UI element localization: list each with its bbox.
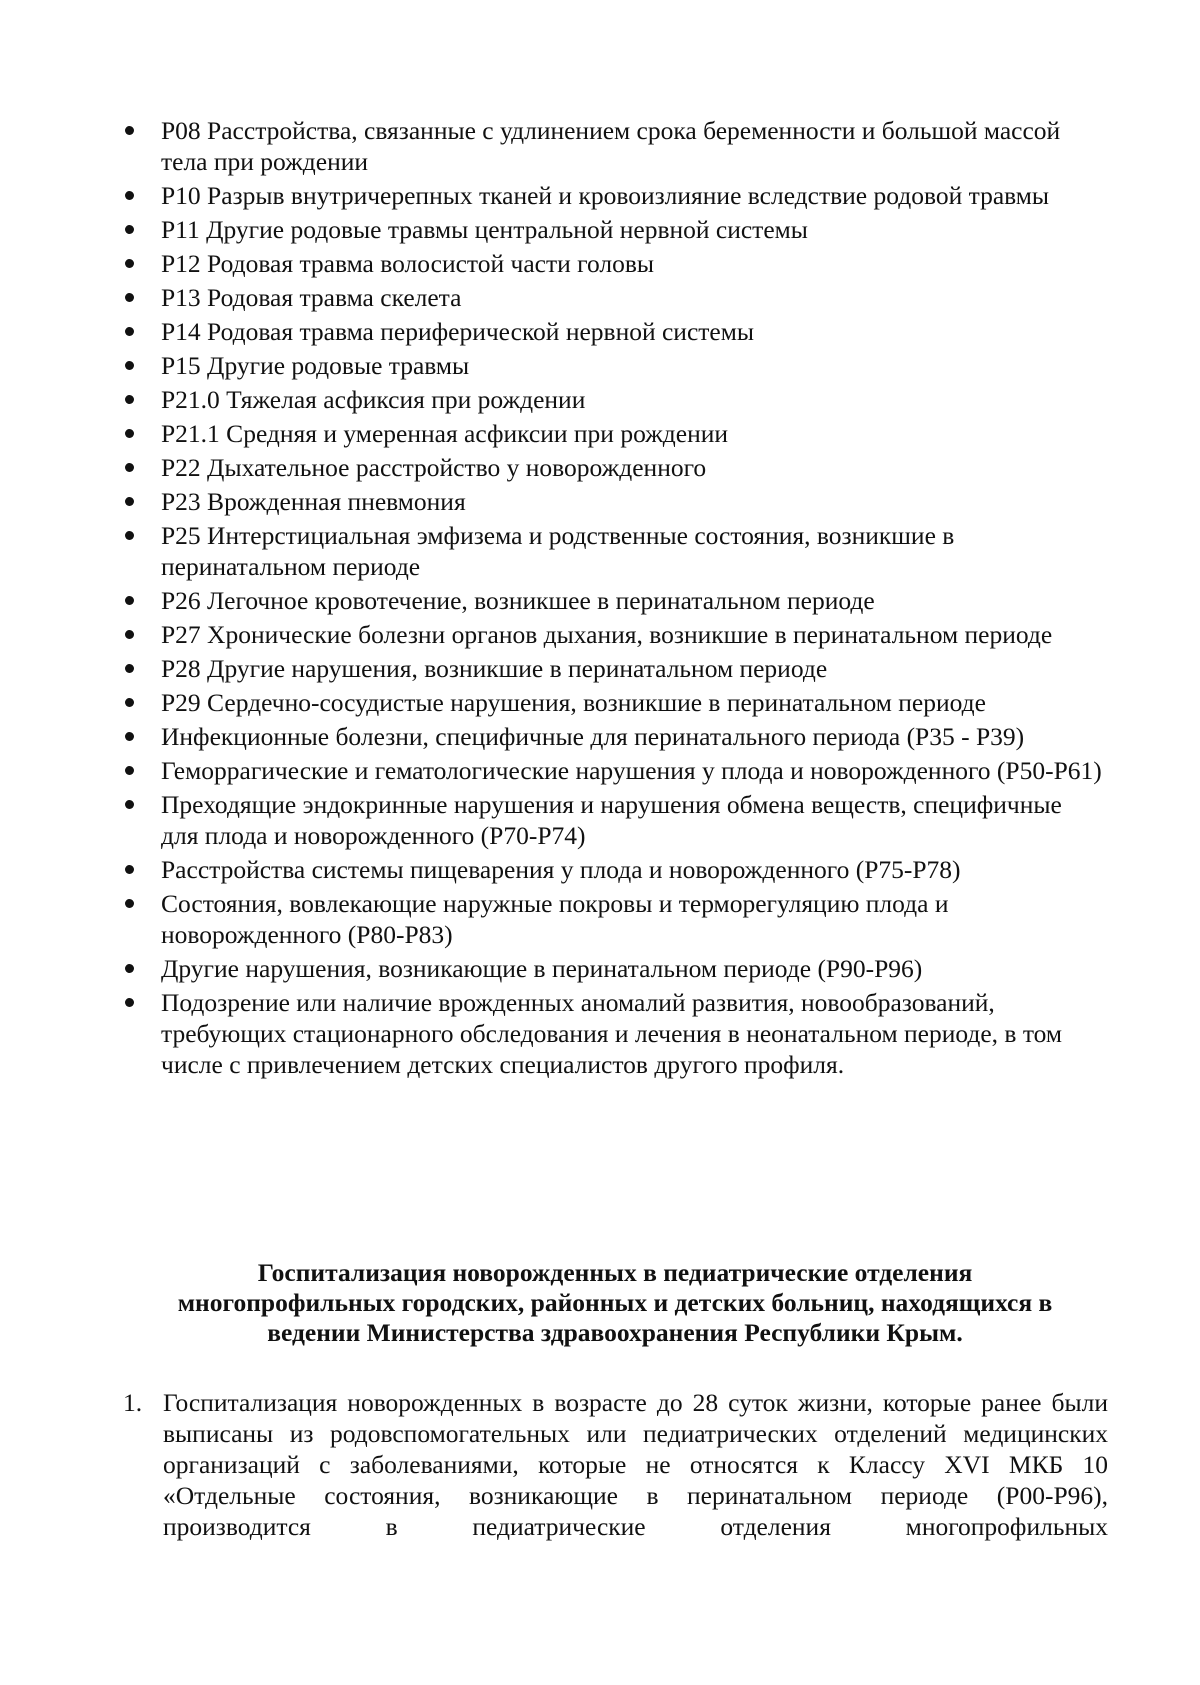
bullet-icon [125,293,134,302]
bullet-icon [125,664,134,673]
list-item-text: P14 Родовая травма периферической нервной системы [161,317,754,346]
bullet-icon [125,497,134,506]
list-item [123,115,1103,177]
list-item-text: Геморрагические и гематологические нарушения у плода и новорожденного (P50-P61) [161,756,1102,785]
bullet-icon [125,225,134,234]
list-item-text: P10 Разрыв внутричерепных тканей и кровоизлияние вследствие родовой травмы [161,181,1050,210]
list-item [123,418,1103,449]
list-item [123,953,1103,984]
list-item-text: Расстройства системы пищеварения у плода и новорожденного (P75-P78) [161,855,961,884]
list-item [123,854,1103,885]
bullet-icon [125,998,134,1007]
list-item [123,520,1103,582]
list-item-text: P29 Сердечно-сосудистые нарушения, возникшие в перинатальном периоде [161,688,986,717]
list-item [123,653,1103,684]
bullet-icon [125,126,134,135]
list-item-text: Подозрение или наличие врожденных аномалий развития, новообразований, требующих стационарного обследования и лечения в неонатальном периоде, в том числе с привлечением детских специалистов другого профиля. [161,988,1063,1079]
numbered-item [123,1387,1108,1542]
list-item-text: P22 Дыхательное расстройство у новорожденного [161,453,707,482]
list-item [123,384,1103,415]
list-item [123,585,1103,616]
list-item [123,316,1103,347]
numbered-list [123,1387,1108,1542]
list-item [123,721,1103,752]
list-item [123,452,1103,483]
list-item-text: P26 Легочное кровотечение, возникшее в перинатальном периоде [161,586,875,615]
list-item-text: Инфекционные болезни, специфичные для перинатального периода (P35 - P39) [161,722,1025,751]
list-item-text: Состояния, вовлекающие наружные покровы и терморегуляцию плода и новорожденного (P80-P83) [161,889,949,949]
list-item [123,888,1103,950]
list-item-text: P27 Хронические болезни органов дыхания, возникшие в перинатальном периоде [161,620,1053,649]
bullet-icon [125,361,134,370]
list-item-text: P11 Другие родовые травмы центральной нервной системы [161,215,808,244]
list-item [123,248,1103,279]
item-number: 1. [123,1388,143,1417]
numbered-item-text: Госпитализация новорожденных в возрасте до 28 суток жизни, которые ранее были выписаны из родовспомогательных или педиатрических отделений медицинских организаций с заболеваниями, которые не относятся к Классу XVI МКБ 10 «Отдельные состояния, возникающие в перинатальном периоде (P00-P96), производится в педиатрические отделения многопрофильных [163,1388,1108,1541]
list-item [123,755,1103,786]
list-item-text: P21.0 Тяжелая асфиксия при рождении [161,385,586,414]
list-item [123,350,1103,381]
bullet-icon [125,596,134,605]
list-item-text: Преходящие эндокринные нарушения и нарушения обмена веществ, специфичные для плода и новорожденного (P70-P74) [161,790,1062,850]
list-item-text: P08 Расстройства, связанные с удлинением срока беременности и большой массой тела при рождении [161,116,1061,176]
bullet-icon [125,964,134,973]
list-item-text: P23 Врожденная пневмония [161,487,466,516]
bullet-icon [125,463,134,472]
bullet-icon [125,395,134,404]
list-item-text: P21.1 Средняя и умеренная асфиксии при рождении [161,419,729,448]
bullet-icon [125,259,134,268]
list-item [123,687,1103,718]
bullet-icon [125,766,134,775]
list-item [123,180,1103,211]
list-item-text: P12 Родовая травма волосистой части головы [161,249,655,278]
list-item-text: P15 Другие родовые травмы [161,351,470,380]
bullet-icon [125,732,134,741]
list-item-text: P13 Родовая травма скелета [161,283,462,312]
bullet-icon [125,800,134,809]
bullet-icon [125,899,134,908]
bullet-icon [125,429,134,438]
list-item [123,987,1103,1080]
list-item [123,214,1103,245]
list-item-text: P28 Другие нарушения, возникшие в перинатальном периоде [161,654,828,683]
bullet-icon [125,630,134,639]
section-heading: Госпитализация новорожденных в педиатрические отделения многопрофильных городских, районных и детских больниц, находящихся в ведении Министерства здравоохранения Республики Крым. [177,1258,1053,1347]
list-item [123,619,1103,650]
bullet-icon [125,865,134,874]
bullet-icon [125,698,134,707]
list-item [123,486,1103,517]
list-item-text: Другие нарушения, возникающие в перинатальном периоде (P90-P96) [161,954,923,983]
bullet-icon [125,531,134,540]
list-item [123,789,1103,851]
list-item-text: P25 Интерстициальная эмфизема и родственные состояния, возникшие в перинатальном периоде [161,521,955,581]
bullet-icon [125,327,134,336]
list-item [123,282,1103,313]
bullet-icon [125,191,134,200]
diagnosis-bullet-list [123,115,1103,1083]
